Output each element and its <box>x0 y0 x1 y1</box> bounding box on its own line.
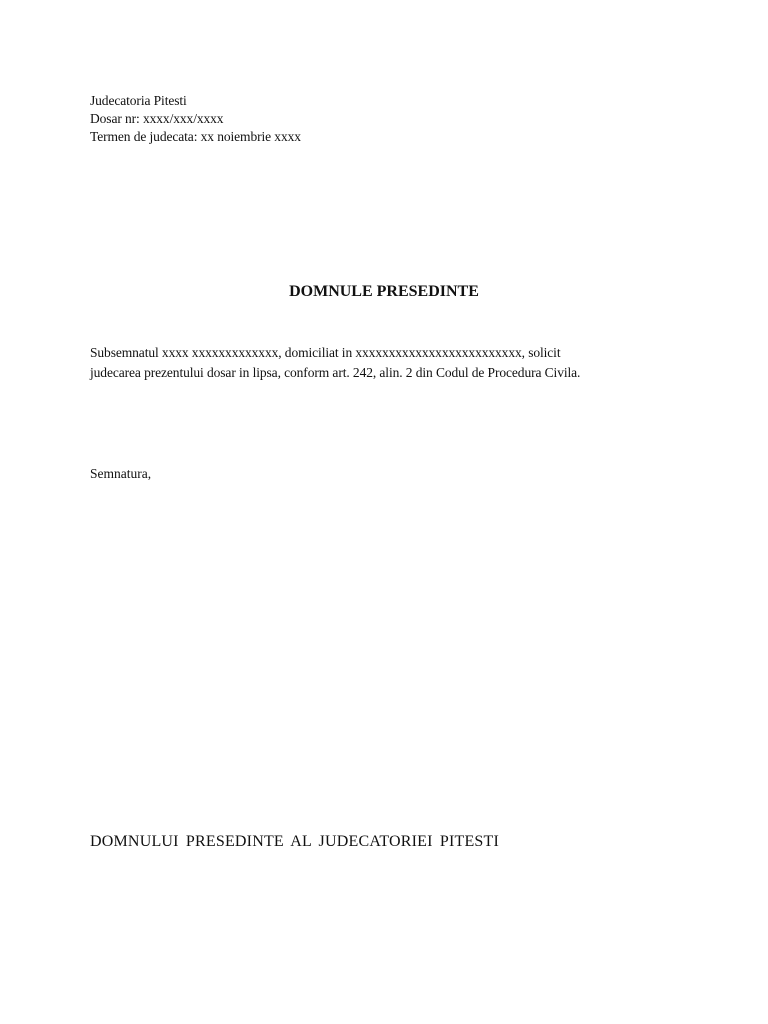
court-name: Judecatoria Pitesti <box>90 93 187 108</box>
document-header <box>90 92 301 146</box>
paragraph-line-2: judecarea prezentului dosar in lipsa, conform art. 242, alin. 2 din Codul de Procedura Civila. <box>90 365 581 380</box>
hearing-date: Termen de judecata: xx noiembrie xxxx <box>90 129 301 144</box>
paragraph-line-1: Subsemnatul xxxx xxxxxxxxxxxxx, domiciliat in xxxxxxxxxxxxxxxxxxxxxxxxx, solicit <box>90 345 561 360</box>
signature-label: Semnatura, <box>90 466 152 481</box>
addressee-line: DOMNULUI PRESEDINTE AL JUDECATORIEI PITESTI <box>90 833 500 850</box>
request-paragraph <box>90 343 690 383</box>
document-title: DOMNULE PRESEDINTE <box>289 283 479 300</box>
file-number: Dosar nr: xxxx/xxx/xxxx <box>90 111 224 126</box>
